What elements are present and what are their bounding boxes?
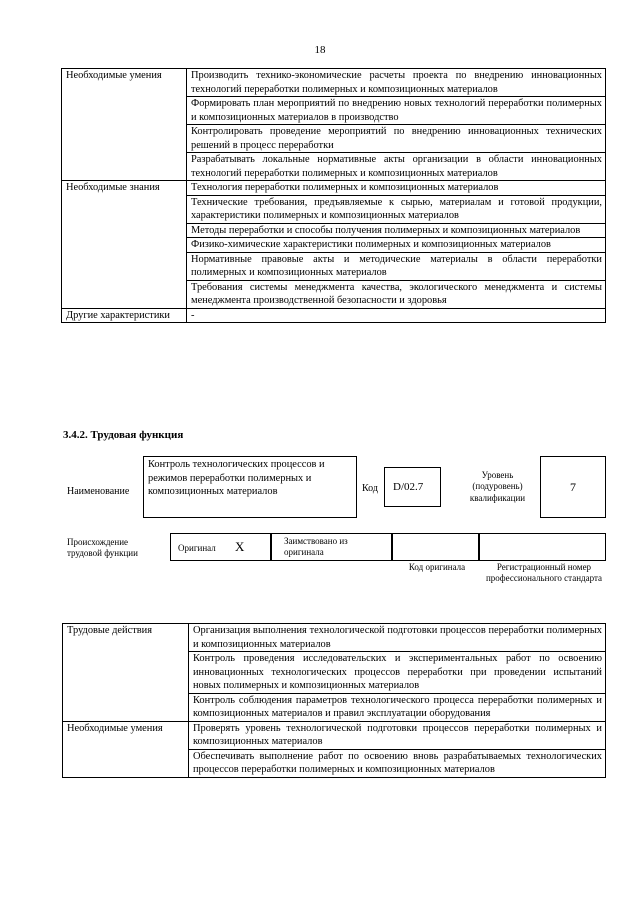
code-caption: Код оригинала <box>408 562 466 572</box>
name-label: Наименование <box>67 486 130 497</box>
registration-box <box>479 533 606 561</box>
list-item: - <box>187 308 606 323</box>
list-item: Методы переработки и способы получения полимерных и композиционных материалов <box>187 223 606 238</box>
table-row <box>63 721 606 749</box>
page-number: 18 <box>314 44 326 56</box>
function-code: D/02.7 <box>384 467 441 507</box>
list-item: Технические требования, предъявляемые к сырью, материалам и готовой продукции, характеристики полимерных и композиционных материалов <box>187 195 606 223</box>
list-item: Проверять уровень технологической подготовки процессов переработки полимерных и композиционных материалов <box>189 721 606 749</box>
function-name: Контроль технологических процессов и режимов переработки полимерных и композиционных материалов <box>143 456 357 518</box>
list-item: Организация выполнения технологической подготовки процессов переработки полимерных и композиционных материалов <box>189 624 606 652</box>
row-label-other: Другие характеристики <box>62 308 187 323</box>
list-item: Производить технико-экономические расчеты проекта по внедрению инновационных технологий переработки полимерных и композиционных материалов <box>187 69 606 97</box>
original-label: Оригинал <box>178 543 216 553</box>
row-label-skills: Необходимые умения <box>62 69 187 181</box>
actions-table <box>62 623 606 778</box>
original-code-box <box>392 533 479 561</box>
table-row <box>62 308 606 323</box>
row-label-actions: Трудовые действия <box>63 624 189 722</box>
requirements-table <box>61 68 606 323</box>
table-row <box>62 69 606 97</box>
list-item: Физико-химические характеристики полимерных и композиционных материалов <box>187 238 606 253</box>
row-label-knowledge: Необходимые знания <box>62 181 187 309</box>
list-item: Контроль проведения исследовательских и экспериментальных работ по освоению инновационных технологических процессов переработки при проведении испытаний новых полимерных и композиционных материалов <box>189 652 606 694</box>
list-item: Формировать план мероприятий по внедрению новых технологий переработки полимерных и композиционных материалов в производство <box>187 97 606 125</box>
borrowed-box <box>271 533 392 561</box>
list-item: Нормативные правовые акты и методические материалы в области переработки полимерных и композиционных материалов <box>187 252 606 280</box>
registration-caption: Регистрационный номер профессионального стандарта <box>485 562 603 584</box>
list-item: Обеспечивать выполнение работ по освоению вновь разрабатываемых технологических процессов переработки полимерных и композиционных материалов <box>189 749 606 777</box>
row-label-skills-2: Необходимые умения <box>63 721 189 777</box>
list-item: Разрабатывать локальные нормативные акты организации в области инновационных технологий переработки полимерных и композиционных материалов <box>187 153 606 181</box>
original-mark: X <box>235 539 245 554</box>
list-item: Технология переработки полимерных и композиционных материалов <box>187 181 606 196</box>
level-label: Уровень (подуровень) квалификации <box>469 470 526 503</box>
origin-label: Происхождение трудовой функции <box>67 537 138 559</box>
code-label: Код <box>362 483 378 494</box>
list-item: Контролировать проведение мероприятий по внедрению инновационных технических решений в процесс переработки <box>187 125 606 153</box>
list-item: Требования системы менеджмента качества, экологического менеджмента и системы менеджмента производственной безопасности и здоровья <box>187 280 606 308</box>
table-row <box>62 181 606 196</box>
qualification-level: 7 <box>540 456 606 518</box>
section-heading: 3.4.2. Трудовая функция <box>63 429 184 441</box>
borrowed-label: Заимствовано из оригинала <box>284 536 348 558</box>
table-row <box>63 624 606 652</box>
list-item: Контроль соблюдения параметров технологического процесса переработки полимерных и композиционных материалов и правил эксплуатации оборудования <box>189 693 606 721</box>
original-box <box>170 533 271 561</box>
